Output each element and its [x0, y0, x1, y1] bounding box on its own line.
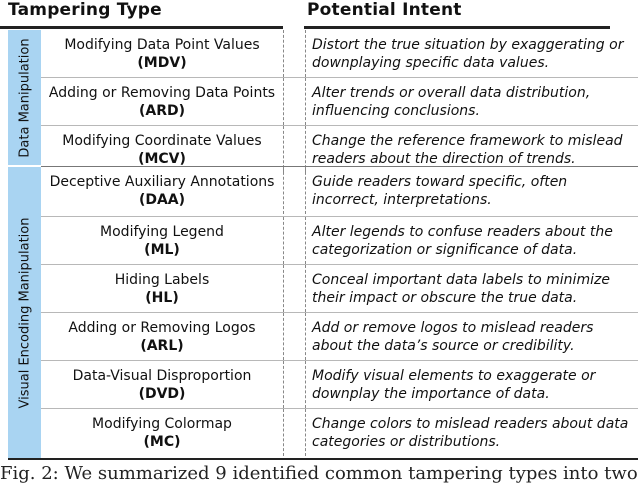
table-row	[41, 313, 638, 360]
tampering-type-name: Adding or Removing Data Points	[48, 84, 276, 101]
group-data-manipulation-label: Data Manipulation	[17, 37, 32, 158]
column-divider	[305, 167, 306, 214]
figure-caption: Fig. 2: We summarized 9 identified common tampering types into two	[0, 463, 638, 484]
column-divider	[305, 361, 306, 408]
group-visual-encoding-manipulation	[8, 167, 41, 458]
tampering-type-name: Hiding Labels	[114, 271, 210, 288]
potential-intent-cell: Distort the true situation by exaggerating or downplaying specific data values.	[312, 36, 624, 71]
tampering-type-cell	[41, 265, 283, 312]
column-divider	[305, 217, 306, 264]
potential-intent-cell: Add or remove logos to mislead readers about the data’s source or credibility.	[312, 319, 594, 354]
column-divider	[305, 409, 306, 456]
tampering-type-abbr: (ARL)	[140, 337, 184, 354]
table-row	[41, 167, 638, 214]
tampering-type-cell	[41, 30, 283, 77]
header-potential-intent-label: Potential Intent	[307, 0, 462, 20]
tampering-type-name: Modifying Data Point Values	[64, 36, 260, 53]
table-row	[41, 30, 638, 77]
tampering-type-cell	[41, 167, 283, 214]
column-divider	[283, 265, 284, 312]
tampering-type-abbr: (MCV)	[138, 150, 186, 167]
column-divider	[283, 167, 284, 214]
table-row	[41, 409, 638, 456]
table-row	[41, 217, 638, 264]
column-divider	[283, 409, 284, 456]
column-divider	[283, 217, 284, 264]
tampering-type-cell	[41, 78, 283, 125]
table-bottom-rule	[8, 458, 638, 460]
tampering-type-cell	[41, 217, 283, 264]
table-row	[41, 78, 638, 125]
potential-intent-cell: Conceal important data labels to minimize their impact or obscure the true data.	[312, 271, 610, 306]
group-data-manipulation	[8, 30, 41, 165]
column-divider	[305, 313, 306, 360]
tampering-type-abbr: (ML)	[144, 241, 180, 258]
column-divider	[305, 30, 306, 77]
column-divider	[283, 78, 284, 125]
tampering-type-name: Modifying Legend	[100, 223, 224, 240]
potential-intent-cell: Alter legends to confuse readers about the categorization or significance of data.	[312, 223, 613, 258]
column-divider	[283, 361, 284, 408]
column-divider	[305, 78, 306, 125]
tampering-type-abbr: (ARD)	[138, 102, 186, 119]
potential-intent-cell: Guide readers toward specific, often incorrect, interpretations.	[312, 173, 568, 208]
header-tampering-type-label: Tampering Type	[8, 0, 162, 20]
group-visual-encoding-manipulation-label: Visual Encoding Manipulation	[17, 217, 32, 408]
tampering-type-cell	[41, 409, 283, 456]
table-row	[41, 361, 638, 408]
potential-intent-cell: Alter trends or overall data distribution, influencing conclusions.	[312, 84, 591, 119]
potential-intent-cell: Change colors to mislead readers about data categories or distributions.	[312, 415, 629, 450]
header-tampering-type	[0, 0, 283, 29]
column-divider	[283, 313, 284, 360]
tampering-type-name: Modifying Coordinate Values	[62, 132, 262, 149]
tampering-type-abbr: (MDV)	[137, 54, 187, 71]
tampering-type-abbr: (DVD)	[138, 385, 186, 402]
header-potential-intent	[304, 0, 610, 29]
tampering-type-abbr: (MC)	[143, 433, 181, 450]
tampering-type-name: Deceptive Auxiliary Annotations	[49, 173, 275, 190]
tampering-type-name: Data-Visual Disproportion	[72, 367, 252, 384]
tampering-type-name: Modifying Colormap	[92, 415, 232, 432]
table-row	[41, 265, 638, 312]
tampering-type-name: Adding or Removing Logos	[68, 319, 256, 336]
column-divider	[283, 30, 284, 77]
tampering-type-abbr: (DAA)	[138, 191, 186, 208]
tampering-type-abbr: (HL)	[145, 289, 179, 306]
potential-intent-cell: Modify visual elements to exaggerate or downplay the importance of data.	[312, 367, 596, 402]
potential-intent-cell: Change the reference framework to mislead readers about the direction of trends.	[312, 132, 623, 167]
column-divider	[305, 265, 306, 312]
tampering-type-cell	[41, 361, 283, 408]
tampering-type-cell	[41, 313, 283, 360]
